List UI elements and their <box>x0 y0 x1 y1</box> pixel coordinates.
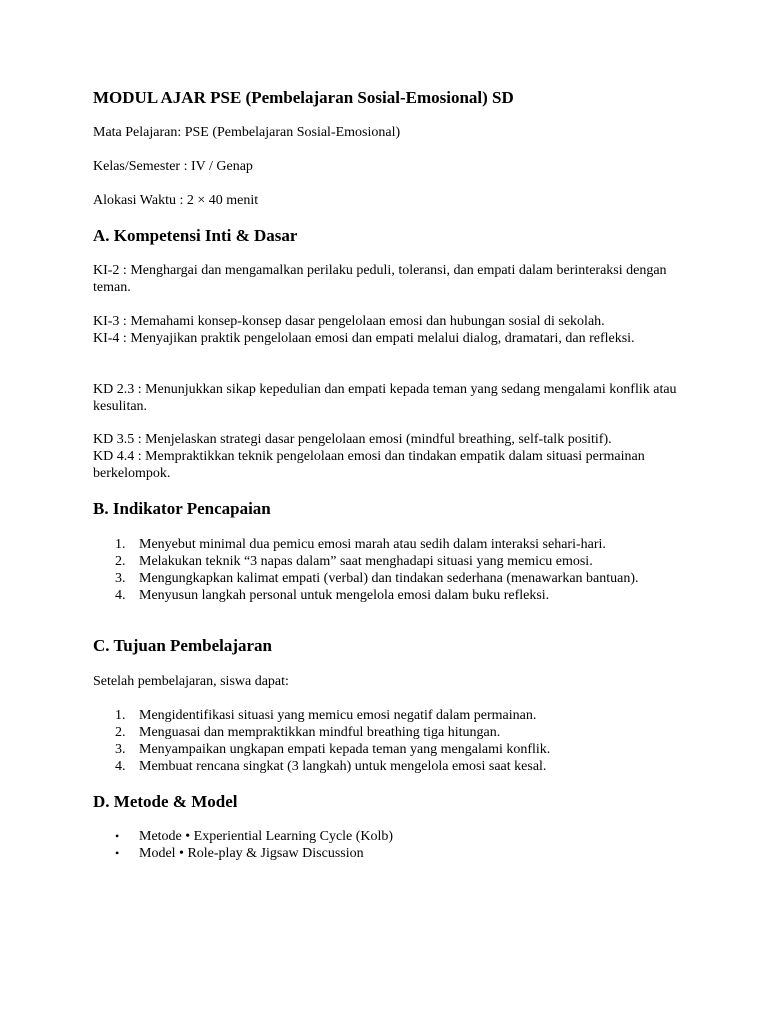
list-item-text: Mengidentifikasi situasi yang memicu emosi negatif dalam permainan. <box>139 708 537 723</box>
list-number: 2. <box>115 554 126 569</box>
list-item <box>93 536 683 553</box>
list-number: 4. <box>115 759 126 774</box>
document-title: MODUL AJAR PSE (Pembelajaran Sosial-Emosional) SD <box>93 88 514 107</box>
kd-3-5-text: KD 3.5 : Menjelaskan strategi dasar pengelolaan emosi (mindful breathing, self-talk positif). <box>93 432 612 447</box>
list-item-text: Mengungkapkan kalimat empati (verbal) dan tindakan sederhana (menawarkan bantuan). <box>139 571 639 586</box>
ki-4-text: KI-4 : Menyajikan praktik pengelolaan emosi dan empati melalui dialog, dramatari, dan refleksi. <box>93 331 635 346</box>
list-number: 1. <box>115 537 126 552</box>
list-item-text: Menyampaikan ungkapan empati kepada teman yang mengalami konflik. <box>139 742 551 757</box>
list-item <box>93 553 683 570</box>
list-item-text: Metode • Experiential Learning Cycle (Kolb) <box>139 829 394 844</box>
list-item-text: Menyebut minimal dua pemicu emosi marah atau sedih dalam interaksi sehari-hari. <box>139 537 606 552</box>
list-item <box>93 828 683 845</box>
meta-alokasi-waktu: Alokasi Waktu : 2 × 40 menit <box>93 193 259 208</box>
tujuan-intro: Setelah pembelajaran, siswa dapat: <box>93 674 289 689</box>
list-item-text: Menguasai dan mempraktikkan mindful breathing tiga hitungan. <box>139 725 501 740</box>
ki-3-text: KI-3 : Memahami konsep-konsep dasar pengelolaan emosi dan hubungan sosial di sekolah. <box>93 314 605 329</box>
bullet-icon: • <box>115 846 120 860</box>
kd-4-4-text: KD 4.4 : Mempraktikkan teknik pengelolaan emosi dan tindakan empatik dalam situasi permainan berkelompok. <box>93 449 645 481</box>
list-number: 3. <box>115 742 126 757</box>
metode-list <box>93 828 683 862</box>
list-item <box>93 570 683 587</box>
list-item <box>93 587 683 604</box>
tujuan-list <box>93 707 683 775</box>
list-number: 4. <box>115 588 126 603</box>
list-item <box>93 741 683 758</box>
section-d-heading: D. Metode & Model <box>93 792 238 811</box>
ki-2-text: KI-2 : Menghargai dan mengamalkan perilaku peduli, toleransi, dan empati dalam berinteraksi dengan teman. <box>93 263 667 295</box>
list-item <box>93 758 683 775</box>
bullet-icon: • <box>115 829 120 843</box>
section-a-heading: A. Kompetensi Inti & Dasar <box>93 226 298 245</box>
list-item-text: Menyusun langkah personal untuk mengelola emosi dalam buku refleksi. <box>139 588 550 603</box>
list-number: 3. <box>115 571 126 586</box>
meta-kelas-semester: Kelas/Semester : IV / Genap <box>93 159 253 174</box>
list-item <box>93 845 683 862</box>
section-c-heading: C. Tujuan Pembelajaran <box>93 636 272 655</box>
meta-mata-pelajaran: Mata Pelajaran: PSE (Pembelajaran Sosial-Emosional) <box>93 125 401 140</box>
list-item-text: Membuat rencana singkat (3 langkah) untuk mengelola emosi saat kesal. <box>139 759 547 774</box>
list-number: 1. <box>115 708 126 723</box>
list-item <box>93 724 683 741</box>
kd-2-3-text: KD 2.3 : Menunjukkan sikap kepedulian dan empati kepada teman yang sedang mengalami konflik atau kesulitan. <box>93 382 677 414</box>
section-b-heading: B. Indikator Pencapaian <box>93 499 271 518</box>
list-number: 2. <box>115 725 126 740</box>
list-item-text: Model • Role-play & Jigsaw Discussion <box>139 846 364 861</box>
list-item <box>93 707 683 724</box>
indikator-list <box>93 536 683 604</box>
list-item-text: Melakukan teknik “3 napas dalam” saat menghadapi situasi yang memicu emosi. <box>139 554 593 569</box>
